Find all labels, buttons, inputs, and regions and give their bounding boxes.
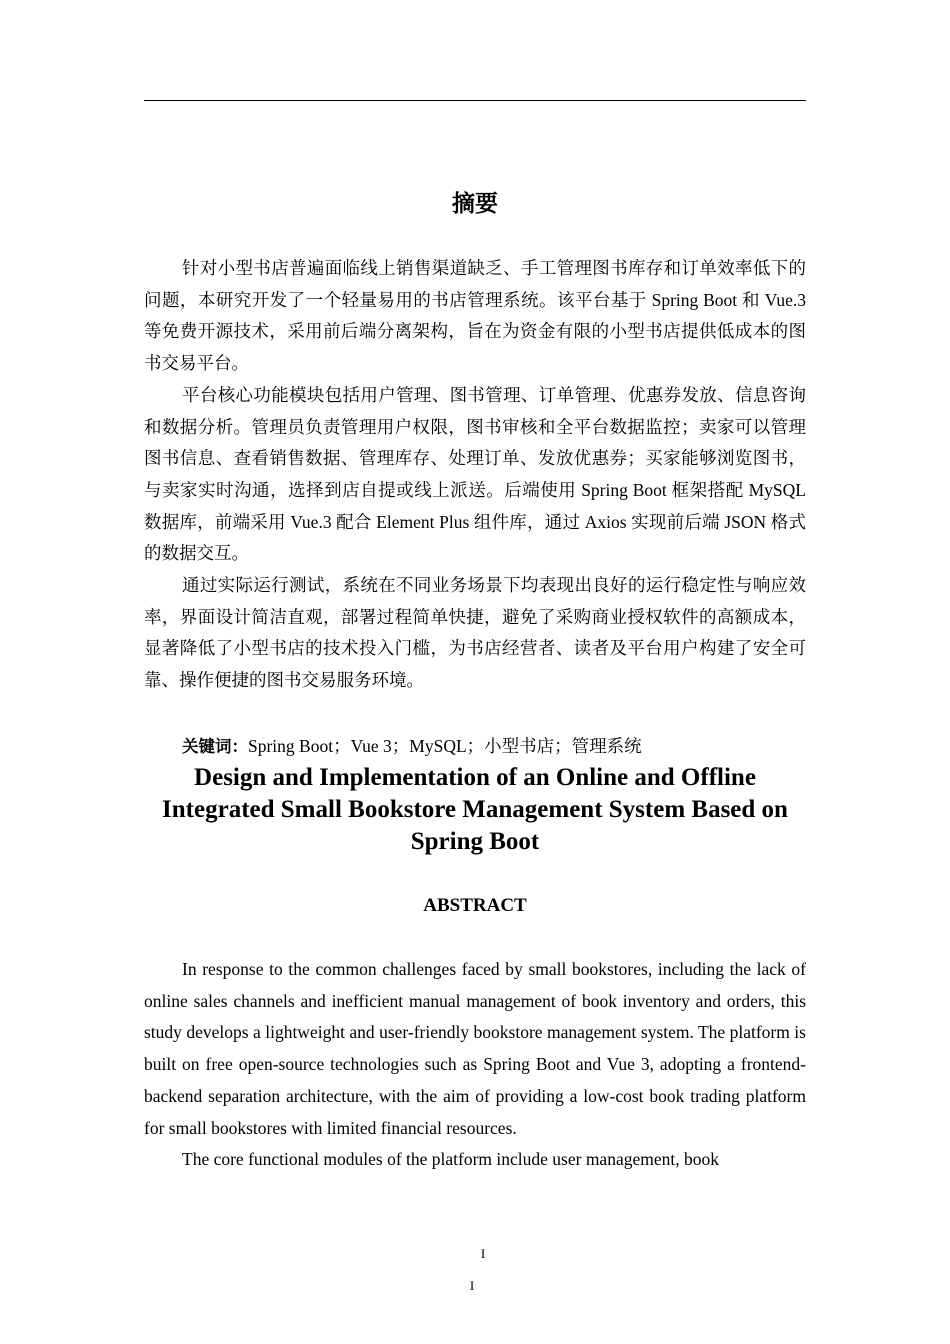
english-abstract-paragraph-1: In response to the common challenges faced by small bookstores, including the lack of online sales channels and inefficient manual management of book inventory and orders, this study develops a lightweight and user-friendly bookstore management system. The platform is built on free open-source technologies such as Spring Boot and Vue 3, adopting a frontend-backend separation architecture, with the aim of providing a low-cost book trading platform for small bookstores with limited financial resources. bbox=[144, 959, 806, 1138]
chinese-keywords bbox=[182, 731, 642, 762]
chinese-abstract-title: 摘要 bbox=[452, 191, 498, 217]
keywords-label: 关键词： bbox=[182, 737, 248, 756]
chinese-abstract-paragraph-1: 针对小型书店普遍面临线上销售渠道缺乏、手工管理图书库存和订单效率低下的问题，本研究开发了一个轻量易用的书店管理系统。该平台基于 Spring Boot 和 Vue.3 等免费开源技术，采用前后端分离架构，旨在为资金有限的小型书店提供低成本的图书交易平台。 bbox=[144, 258, 806, 374]
english-abstract-heading: ABSTRACT bbox=[423, 895, 527, 916]
header-rule bbox=[144, 100, 806, 101]
english-abstract-paragraph-2: The core functional modules of the platform include user management, book bbox=[182, 1149, 719, 1170]
page-number-secondary: I bbox=[469, 1278, 475, 1293]
english-abstract-body bbox=[144, 954, 806, 1176]
english-title: Design and Implementation of an Online and Offline Integrated Small Bookstore Management System Based on Spring Boot bbox=[162, 764, 788, 855]
chinese-abstract-paragraph-3: 通过实际运行测试，系统在不同业务场景下均表现出良好的运行稳定性与响应效率，界面设计简洁直观，部署过程简单快捷，避免了采购商业授权软件的高额成本，显著降低了小型书店的技术投入门槛，为书店经营者、读者及平台用户构建了安全可靠、操作便捷的图书交易服务环境。 bbox=[144, 575, 806, 691]
page-number: I bbox=[480, 1246, 486, 1261]
keywords-list: Spring Boot；Vue 3；MySQL；小型书店；管理系统 bbox=[248, 736, 642, 756]
chinese-abstract-paragraph-2: 平台核心功能模块包括用户管理、图书管理、订单管理、优惠券发放、信息咨询和数据分析。管理员负责管理用户权限，图书审核和全平台数据监控；卖家可以管理图书信息、查看销售数据、管理库存、处理订单、发放优惠券；买家能够浏览图书，与卖家实时沟通，选择到店自提或线上派送。后端使用 Spring Boot 框架搭配 MySQL 数据库，前端采用 Vue.3 配合 Element Plus 组件库，通过 Axios 实现前后端 JSON 格式的数据交互。 bbox=[144, 384, 806, 564]
chinese-abstract-body bbox=[144, 253, 806, 697]
